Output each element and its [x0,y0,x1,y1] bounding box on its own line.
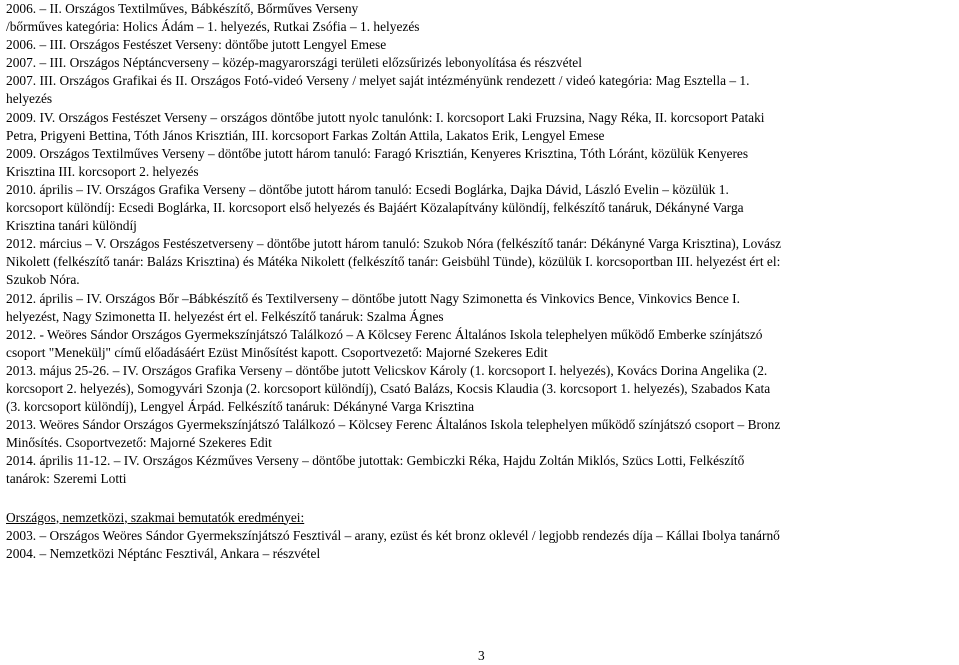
list-line: tanárok: Szeremi Lotti [6,471,127,487]
list-line: Krisztina tanári különdíj [6,218,137,234]
list-line: 2007. – III. Országos Néptáncverseny – közép-magyarországi területi előzsűrizés lebonyolítása és részvétel [6,55,582,71]
list-line: 2012. március – V. Országos Festészetverseny – döntőbe jutott három tanuló: Szukob Nóra (felkészítő tanár: Dékányné Varga Krisztina), Lovász [6,236,782,252]
list-line: 2009. Országos Textilműves Verseny – döntőbe jutott három tanuló: Faragó Krisztián, Kenyeres Krisztina, Tóth Lóránt, közülük Kenyeres [6,145,749,161]
list-line: 2012. - Weöres Sándor Országos Gyermekszínjátszó Találkozó – A Kölcsey Ferenc Általános Iskola telephelyen működő Emberke színjátszó [6,326,763,342]
list-line: 2010. április – IV. Országos Grafika Verseny – döntőbe jutott három tanuló: Ecsedi Boglárka, Dajka Dávid, László Evelin – közülük 1. [6,181,729,197]
list-line: Krisztina III. korcsoport 2. helyezés [6,163,199,179]
list-line: 2007. III. Országos Grafikai és II. Országos Fotó-videó Verseny / melyet saját intézményünk rendezett / videó kategória: Mag Esztella – 1. [6,73,750,89]
list-line: 2006. – III. Országos Festészet Verseny: döntőbe jutott Lengyel Emese [6,37,387,53]
list-line: /bőrműves kategória: Holics Ádám – 1. helyezés, Rutkai Zsófia – 1. helyezés [6,19,420,35]
page-number: 3 [478,648,485,663]
results-list [6,0,951,489]
list-line: helyezést, Nagy Szimonetta II. helyezést ért el. Felkészítő tanáruk: Szalma Ágnes [6,308,444,324]
list-line: korcsoport különdíj: Ecsedi Boglárka, II. korcsoport első helyezés és Bajáért Közalapítvány különdíj, felkészítő tanáruk, Dékányné Varga [6,200,744,216]
list-line: Petra, Prigyeni Bettina, Tóth János Krisztián, III. korcsoport Farkas Zoltán Attila, Lakatos Erik, Lengyel Emese [6,127,605,143]
section-line: 2004. – Nemzetközi Néptánc Fesztivál, Ankara – részvétel [6,545,321,561]
list-line: 2006. – II. Országos Textilműves, Bábkészítő, Bőrműves Verseny [6,1,359,16]
document-page [6,0,951,563]
list-line: 2014. április 11-12. – IV. Országos Kézműves Verseny – döntőbe jutottak: Gembiczki Réka, Hajdu Zoltán Miklós, Szücs Lotti, Felkészítő [6,453,745,469]
list-line: Szukob Nóra. [6,272,80,288]
list-line: 2013. Weöres Sándor Országos Gyermekszínjátszó Találkozó – Kölcsey Ferenc Általános Iskola telephelyen működő színjátszó csoport – Bronz [6,417,781,433]
list-line: 2013. május 25-26. – IV. Országos Grafika Verseny – döntőbe jutott Velicskov Károly (1. korcsoport I. helyezés), Kovács Dorina Angelika (2. [6,362,768,378]
list-line: Nikolett (felkészítő tanár: Balázs Krisztina) és Mátéka Nikolett (felkészítő tanár: Geisbühl Tünde), közülük I. korcsoportban III. helyezést ért el: [6,254,781,270]
list-line: 2012. április – IV. Országos Bőr –Bábkészítő és Textilverseny – döntőbe jutott Nagy Szimonetta és Vinkovics Bence, Vinkovics Bence I. [6,290,740,306]
list-line: (3. korcsoport különdíj), Lengyel Árpád. Felkészítő tanáruk: Dékányné Varga Krisztina [6,399,475,415]
list-line: korcsoport 2. helyezés), Somogyvári Szonja (2. korcsoport különdíj), Csató Balázs, Kocsis Klaudia (3. korcsoport 1. helyezés), Szabados Kata [6,380,771,396]
list-line: 2009. IV. Országos Festészet Verseny – országos döntőbe jutott nyolc tanulónk: I. korcsoport Laki Fruzsina, Nagy Réka, II. korcsoport Pataki [6,109,765,125]
section-heading: Országos, nemzetközi, szakmai bemutatók eredményei: [6,509,305,525]
section-block [6,509,951,563]
list-line: Minősítés. Csoportvezető: Majorné Szekeres Edit [6,435,272,451]
list-line: csoport "Menekülj" című előadásáért Ezüst Minősítést kapott. Csoportvezető: Majorné Szekeres Edit [6,344,548,360]
section-line: 2003. – Országos Weöres Sándor Gyermekszínjátszó Fesztivál – arany, ezüst és két bronz oklevél / legjobb rendezés díja – Kállai Ibolya tanárnő [6,527,780,543]
list-line: helyezés [6,91,53,107]
